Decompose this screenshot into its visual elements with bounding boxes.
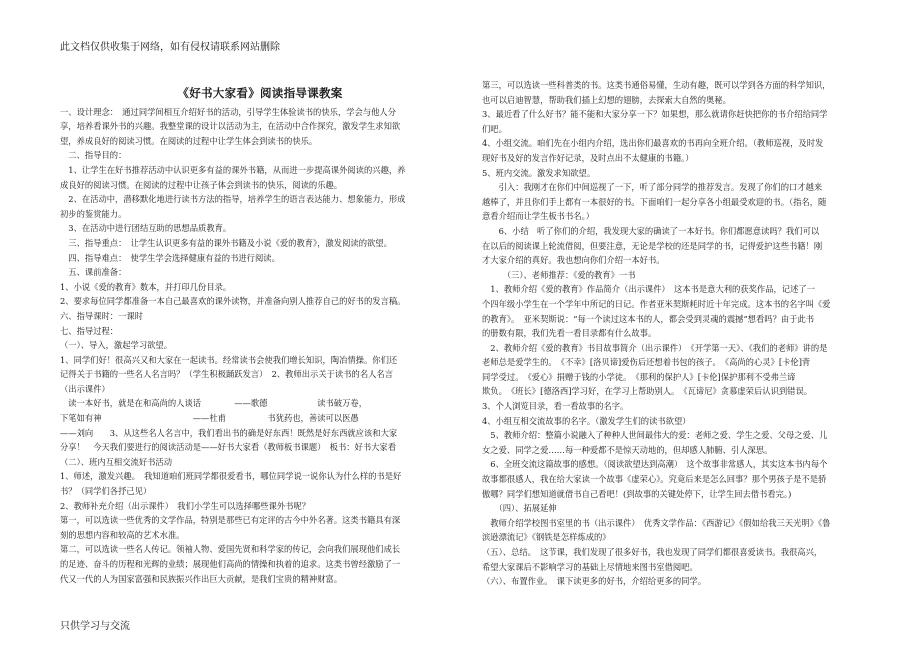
text-line: 刻的思想内容和较高的艺术水准。 bbox=[60, 529, 185, 540]
text-line: 四、指导难点： 使学生学会选择健康有益的书进行阅读。 bbox=[60, 252, 280, 263]
text-line: 1、同学们好！很高兴又和大家在一起读书。经常读书会使我们增长知识，陶冶情操。你们还 bbox=[60, 354, 398, 365]
document-title: 《好书大家看》阅读指导课教案 bbox=[177, 86, 343, 100]
text-line: 1、小说《爱的教育》数本，并打印几份目录。 bbox=[60, 281, 232, 292]
text-line: （五）、总结。 这节课，我们发现了很多好书，我也发现了同学们都很喜爱读书。我很高兴， bbox=[482, 547, 823, 557]
text-line: 引入：我刚才在你们中间巡视了一下，听了部分同学的推荐发言。发现了你们的口才越来 bbox=[482, 182, 823, 193]
text-line: 望，养成良好的阅读习惯。在阅读的过程中让学生体会到读书的快乐。 bbox=[60, 135, 318, 146]
text-line: 现好书及好的发言作好记录，及时点出不太健康的书籍。） bbox=[482, 152, 694, 163]
text-line: 希望大家课后不影响学习的基础上尽情地来图书室借阅吧。 bbox=[482, 561, 698, 572]
text-line: 3、最近看了什么好书？能不能和大家分享一下？如果想，那么就请你赶快把你的书介绍给同学 bbox=[482, 109, 828, 120]
text-line: （二）、班内互相交流好书活动 bbox=[60, 456, 173, 467]
text-line: （一）、导入，激起学习欲望。 bbox=[60, 340, 173, 351]
text-line: 3、在活动中进行团结互助的思想品质教育。 bbox=[60, 223, 232, 234]
text-line: 五、课前准备： bbox=[60, 267, 127, 278]
text-line: 2、要求每位同学都准备一本自己最喜欢的课外读物，并准备向别人推荐自己的好书的发言稿。 bbox=[60, 296, 406, 307]
text-line: 成良好的阅读习惯。在阅读的过程中让孩子体会到读书的快乐，阅读的乐趣。 bbox=[60, 179, 343, 190]
text-line: 5、教师介绍：整篇小说融入了种种人世间最伟大的爱：老师之爱、学生之爱、父母之爱、儿 bbox=[482, 430, 828, 441]
text-line: 3、个人浏览目录，看一看故事的名字。 bbox=[482, 401, 629, 412]
text-line: 的册数有限，我们先看一看目录都有什么故事。 bbox=[482, 328, 657, 339]
text-line: （六）、布置作业。 课下读更多的好书，介绍给更多的同学。 bbox=[482, 576, 707, 587]
text-line: 欺负。 《班长》[德洛西]学习好，在学习上帮助别人。 《瓦谛尼》贪慕虚荣后认识到错误。 bbox=[482, 386, 813, 397]
text-line: 二、指导目的： bbox=[60, 150, 127, 161]
right-column bbox=[482, 78, 882, 589]
text-line: 初步的鉴赏能力。 bbox=[60, 208, 127, 219]
text-line: 2、在活动中，潜移默化地进行读书方法的指导，培养学生的语言表达能力、想象能力，形成 bbox=[60, 194, 406, 205]
text-line: ——刘向 3、从这些名人名言中，我们看出书的确是好东西！既然是好东西就应该和大家 bbox=[60, 427, 398, 438]
text-line: 傲哪？同学们想知道就借书自己看吧！(到故事的关键处停下，让学生回去借书看完。) bbox=[482, 488, 792, 499]
text-line: 1、师述，激发兴趣。 我知道咱们班同学都很爱看书，哪位同学说一说你认为什么样的书是好 bbox=[60, 471, 402, 482]
text-line: 享，培养看课外书的兴趣。我整堂课的设计以活动为主，在活动中合作探究，激发学生求知欲 bbox=[60, 121, 401, 132]
text-line: 老师总是爱学生的。 《不幸》[洛贝谛]爱伤后还想着书包的孩子。 《高尚的心灵》[卡伦]背 bbox=[482, 357, 811, 368]
text-line: 们吧。 bbox=[482, 123, 507, 134]
text-line: 故事都很感人，我在给大家读一个故事《虚荣心》。究竟后来是怎么回事？那个男孩子是不是骄 bbox=[482, 474, 827, 485]
right-column-text bbox=[482, 78, 882, 589]
text-line: 一、设计理念： 通过同学间相互介绍好书的活动，引导学生体验读书的快乐，学会与他人分 bbox=[60, 106, 397, 117]
page-header: 此文档仅供收集于网络，如有侵权请联系网站删除 bbox=[60, 42, 280, 53]
text-line: 4、小组互相交流故事的名字。（激发学生们的读书欲望） bbox=[482, 415, 691, 426]
text-line: 同学受过。 《爱心》捐赠于钱的小学徒。 《那利的保护人》[卡伦]保护那利不受弗兰谛 bbox=[482, 371, 796, 382]
text-line: （四）、拓展延伸 bbox=[482, 503, 557, 514]
left-column bbox=[60, 82, 460, 586]
text-line: 2、教师补充介绍（出示课件） 我们小学生可以选择哪些课外书呢？ bbox=[60, 500, 311, 511]
text-line: 记得关于书籍的一些名人名言吗？（学生积极踊跃发言） 2、教师出示关于读书的名人名言 bbox=[60, 369, 394, 380]
page-footer: 只供学习与交流 bbox=[60, 621, 130, 632]
text-line: 书？（同学们各抒己见） bbox=[60, 486, 152, 497]
text-line: 4、小组交流。咱们先在小组内介绍，选出你们最喜欢的书再向全班介绍。（教师巡视，及时发 bbox=[482, 138, 824, 149]
text-line: 第一，可以选读一些优秀的文学作品，特别是那些已有定评的古今中外名著。这类书籍具有深 bbox=[60, 515, 401, 526]
text-line: 1、让学生在好书推荐活动中认识更多有益的课外书籍，从而进一步提高课外阅读的兴趣，养 bbox=[60, 164, 406, 175]
text-line: 5、班内交流。激发求知欲望。 bbox=[482, 167, 596, 178]
text-line: 第二，可以选读一些名人传记。领袖人物、爱国先贤和科学家的传记，会向我们展现他们成长 bbox=[60, 544, 401, 555]
text-line: 女之爱、同学之爱……每一种爱都不是惊天动地的，但却感人肺腑、引人深思。 bbox=[482, 444, 773, 455]
text-line: 的教育》。 亚米契斯说：“每一个读过这本书的人，都会受到灵魂的震撼”想看吗？由于此书 bbox=[482, 313, 815, 324]
text-line: （出示课件） bbox=[60, 383, 110, 394]
text-line: 在以后的阅读课上轮流借阅，但要注意，无论是学校的还是同学的书，记得爱护这些书籍！刚 bbox=[482, 240, 823, 251]
text-line: 的足迹、奋斗的历程和光辉的业绩；展现他们高尚的情操和执着的追求。这类书曾经激励了一 bbox=[60, 559, 401, 569]
text-line: 才大家介绍的真好。我也想向你们介绍一本好书。 bbox=[482, 255, 665, 266]
text-line: 代又一代的人为国家富强和民族振兴作出巨大贡献，是我们宝贵的精神财富。 bbox=[60, 573, 343, 584]
text-line: 教师介绍学校图书室里的书（出示课件） 优秀文学作品：《西游记》《假如给我三天光明》《鲁 bbox=[482, 517, 831, 528]
text-line: 6、全班交流这篇故事的感想。（阅读欲望达到高潮） 这个故事非常感人，其实这本书内每个 bbox=[482, 459, 828, 470]
text-line: 2、教师介绍《爱的教育》书目故事简介（出示课件） 《开学第一天》、《我们的老师》讲的是 bbox=[482, 342, 828, 353]
text-line: 意看介绍而让学生板书书名。） bbox=[482, 211, 595, 222]
text-line: 三、指导重点： 让学生认识更多有益的课外书籍及小说《爱的教育》，激发阅读的欲望。 bbox=[60, 237, 392, 248]
text-line: 个四年级小学生在一个学年中所记的日记。作者亚米契斯耗时近十年完成。这本书的名字叫《爱 bbox=[482, 298, 831, 309]
text-line: （三）、老师推荐：《爱的教育》一书 bbox=[482, 269, 636, 280]
text-line: 读一本好书，就是在和高尚的人谈话 ——歌德 读书破万卷， bbox=[60, 398, 367, 409]
text-line: 六、指导课时：一课时 bbox=[60, 310, 143, 321]
text-line: 七、指导过程： bbox=[60, 325, 119, 336]
text-line: 1、教师介绍《爱的教育》作品简介（出示课件） 这本书是意大利的获奖作品，记述了一 bbox=[482, 284, 816, 295]
text-line: 下笔如有神 ——杜甫 书犹药也，善读可以医愚 bbox=[60, 413, 359, 424]
text-line: 也可以启迪智慧，帮助我们插上幻想的翅膀，去探索大自然的奥秘。 bbox=[482, 94, 731, 105]
left-column-text bbox=[60, 105, 460, 587]
text-line: 越棒了，并且你们手上都有一本很好的书。下面咱们一起分享各小组最受欢迎的书。（指名，随 bbox=[482, 196, 827, 207]
text-line: 第三，可以选读一些科普类的书。这类书通俗易懂，生动有趣，既可以学到各方面的科学知识， bbox=[482, 80, 831, 90]
text-line: 6、小结 听了你们的介绍，我发现大家的确读了一本好书。你们都愿意读吗？我们可以 bbox=[482, 225, 820, 236]
text-line: 滨逊漂流记》《钢铁是怎样炼成的》 bbox=[482, 532, 611, 543]
text-line: 分享！ 今天我们要进行的阅读活动是——好书大家看（教师板书课题） 板书：好书大家看 bbox=[60, 442, 397, 453]
